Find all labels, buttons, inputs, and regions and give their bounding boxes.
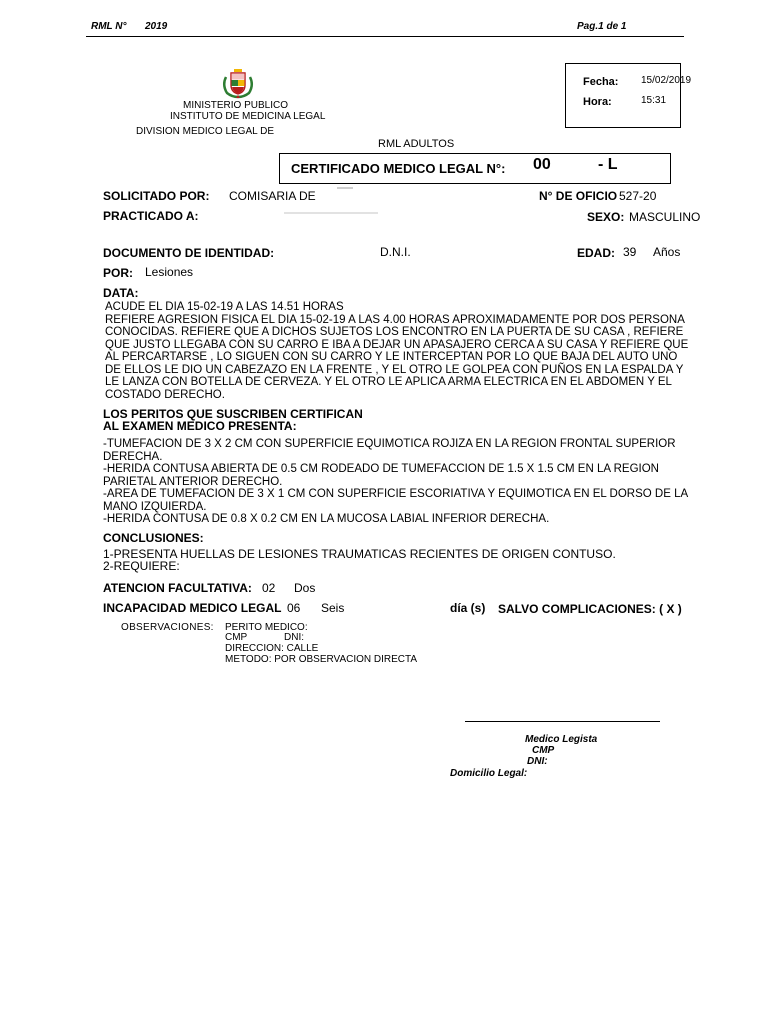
documento-value: D.N.I.: [380, 245, 411, 259]
division-name: DIVISION MEDICO LEGAL DE: [136, 126, 274, 137]
incapacidad-value: 06: [287, 601, 301, 615]
signature-role: Medico Legista: [525, 734, 598, 745]
hora-label: Hora:: [583, 96, 612, 108]
edad-unit: Años: [653, 245, 681, 259]
conclusiones-label: CONCLUSIONES:: [103, 531, 204, 545]
salvo-complicaciones: SALVO COMPLICACIONES: ( X ): [498, 602, 682, 616]
redaction-mark: [284, 212, 378, 214]
unit-name: RML ADULTOS: [378, 138, 455, 150]
por-label: POR:: [103, 266, 133, 280]
peritos-heading-line2: AL EXAMEN MEDICO PRESENTA:: [103, 419, 297, 433]
edad-value: 39: [623, 245, 637, 259]
data-line: QUE JUSTO LLEGABA CON SU CARRO E IBA A DEJAR UN APASAJERO CERCA A SU CASA Y REFIERE QUE: [105, 338, 689, 351]
rml-number-label: RML N°: [91, 21, 127, 32]
exam-line: DERECHA.: [103, 450, 163, 463]
signature-line: [465, 721, 660, 722]
observaciones-label: OBSERVACIONES:: [121, 622, 214, 633]
solicitado-label: SOLICITADO POR:: [103, 189, 210, 203]
oficio-value: 527-20: [619, 189, 657, 203]
incapacidad-label: INCAPACIDAD MEDICO LEGAL: [103, 601, 282, 615]
documento-label: DOCUMENTO DE IDENTIDAD:: [103, 246, 275, 260]
por-value: Lesiones: [145, 265, 194, 279]
data-line: DE ELLOS LE DIO UN CABEZAZO EN LA FRENTE , Y EL OTRO LE GOLPEA CON PUÑOS EN LA ESPALDA Y: [105, 363, 684, 376]
dias-label: día (s): [450, 601, 486, 615]
oficio-label: N° DE OFICIO: [539, 189, 618, 203]
perito-direccion: DIRECCION: CALLE: [225, 643, 319, 654]
ministry-name: MINISTERIO PUBLICO: [183, 100, 289, 111]
rml-year: 2019: [145, 21, 168, 32]
redaction-mark: [337, 187, 353, 189]
atencion-value: 02: [262, 581, 276, 595]
edad-label: EDAD:: [577, 246, 615, 260]
fecha-value: 15/02/2019: [641, 75, 692, 86]
certificate-title: CERTIFICADO MEDICO LEGAL N°:: [291, 161, 506, 176]
sexo-value: MASCULINO: [629, 210, 701, 224]
exam-findings: [103, 438, 688, 526]
metodo: METODO: POR OBSERVACION DIRECTA: [225, 654, 418, 665]
perito-dni: DNI:: [284, 632, 304, 643]
exam-line: MANO IZQUIERDA.: [103, 500, 207, 513]
coat-of-arms-logo: [221, 67, 255, 99]
atencion-words: Dos: [294, 581, 316, 595]
conclusion-line1: 1-PRESENTA HUELLAS DE LESIONES TRAUMATICAS RECIENTES DE ORIGEN CONTUSO.: [103, 547, 616, 561]
data-line: REFIERE AGRESION FISICA EL DIA 15-02-19 A LAS 4.00 HORAS APROXIMADAMENTE POR DOS PERSONA: [105, 313, 685, 326]
data-line: ACUDE EL DIA 15-02-19 A LAS 14.51 HORAS: [105, 301, 344, 313]
data-line: COSTADO DERECHO.: [105, 388, 225, 401]
certificate-number-prefix: 00: [533, 156, 551, 173]
page-indicator: Pag.1 de 1: [577, 21, 627, 32]
exam-line: PARIETAL ANTERIOR DERECHO.: [103, 475, 283, 488]
solicitado-value: COMISARIA DE: [229, 189, 316, 203]
data-line: AL PERCARTARSE , LO SIGUEN CON SU CARRO Y LE INTERCEPTAN POR LO QUE BAJA DEL AUTO UNO: [105, 351, 678, 363]
signature-cmp: CMP: [532, 745, 555, 756]
conclusion-line2: 2-REQUIERE:: [103, 559, 180, 573]
institute-name: INSTITUTO DE MEDICINA LEGAL: [170, 111, 326, 122]
peritos-heading-line1: LOS PERITOS QUE SUSCRIBEN CERTIFICAN: [103, 407, 363, 421]
data-line: CONOCIDAS. REFIERE QUE A DICHOS SUJETOS LOS ENCONTRO EN LA PUERTA DE SU CASA , REFIERE: [105, 326, 684, 338]
atencion-label: ATENCION FACULTATIVA:: [103, 581, 252, 595]
exam-line: -HERIDA CONTUSA DE 0.8 X 0.2 CM EN LA MUCOSA LABIAL INFERIOR DERECHA.: [103, 513, 550, 525]
header-divider: [86, 36, 684, 37]
hora-value: 15:31: [641, 95, 667, 106]
perito-cmp: CMP: [225, 632, 248, 643]
incapacidad-words: Seis: [321, 601, 345, 615]
data-line: LE LANZA CON BOTELLA DE CERVEZA. Y EL OTRO LE APLICA ARMA ELECTRICA EN EL ABDOMEN Y EL: [105, 376, 672, 388]
signature-domicilio: Domicilio Legal:: [450, 768, 528, 779]
exam-line: -AREA DE TUMEFACION DE 3 X 1 CM CON SUPERFICIE ESCORIATIVA Y EQUIMOTICA EN EL DORSO DE LA: [103, 488, 689, 500]
perito-medico: PERITO MEDICO:: [225, 622, 308, 633]
data-narrative: [105, 301, 688, 401]
signature-dni: DNI:: [527, 756, 548, 767]
practicado-label: PRACTICADO A:: [103, 209, 199, 223]
data-label: DATA:: [103, 286, 139, 300]
certificate-number-suffix: - L: [598, 156, 618, 173]
exam-line: -HERIDA CONTUSA ABIERTA DE 0.5 CM RODEADO DE TUMEFACCION DE 1.5 X 1.5 CM EN LA REGION: [103, 463, 659, 475]
fecha-label: Fecha:: [583, 76, 619, 88]
sexo-label: SEXO:: [587, 210, 625, 224]
exam-line: -TUMEFACION DE 3 X 2 CM CON SUPERFICIE EQUIMOTICA ROJIZA EN LA REGION FRONTAL SUPERIOR: [103, 438, 676, 450]
